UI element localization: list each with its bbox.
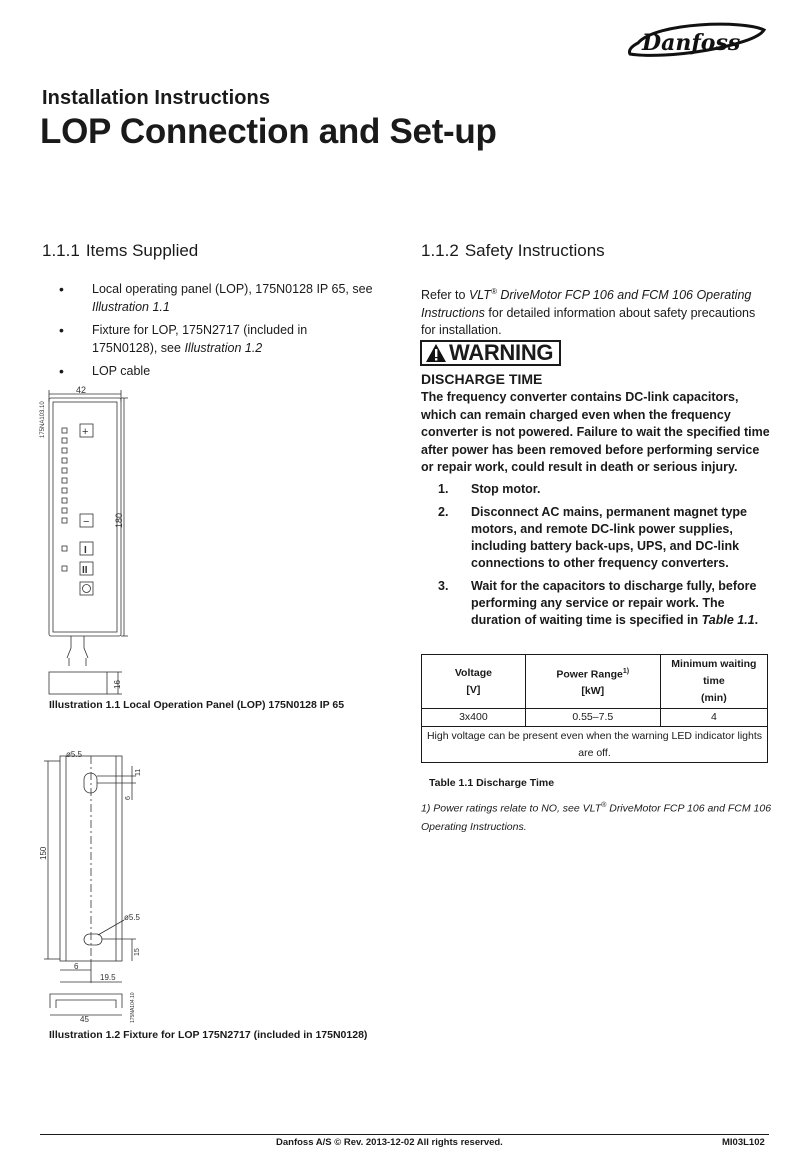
illustration-caption: Illustration 1.1 Local Operation Panel (LOP) 175N0128 IP 65	[49, 699, 345, 711]
list-item: • Local operating panel (LOP), 175N0128 IP 65, see Illustration 1.1	[59, 281, 373, 314]
dim-15: 15	[134, 948, 141, 956]
svg-text:II: II	[82, 565, 88, 576]
section-number: 1.1.2	[421, 241, 459, 260]
discharge-time-table	[421, 654, 768, 763]
refer-paragraph: Refer to VLT® DriveMotor FCP 106 and FCM 106 Operating Instructions for detailed information about safety precautions for installation.	[421, 287, 756, 338]
footer-divider	[40, 1134, 769, 1135]
items-list	[55, 280, 375, 385]
fixture-drawing	[36, 748, 156, 1026]
illustration-caption: Illustration 1.2 Fixture for LOP 175N2717 (included in 175N0128)	[49, 1029, 368, 1041]
logo-text: Danfoss	[642, 30, 741, 56]
table-header: Voltage [V]	[422, 655, 526, 709]
bullet-icon: •	[59, 281, 64, 297]
danfoss-logo	[626, 16, 768, 70]
dim-45: 45	[80, 1015, 89, 1024]
table-caption: Table 1.1 Discharge Time	[429, 777, 555, 789]
table-header: Power Range$^{1)}$ [kW]	[525, 655, 660, 709]
dim-hole-bottom: ø5.5	[124, 913, 141, 922]
section-heading-items-supplied	[42, 241, 198, 261]
dim-19-5: 19.5	[100, 973, 116, 982]
section-number: 1.1.1	[42, 241, 80, 260]
dim-hole-top: ø5.5	[66, 750, 83, 759]
off-key	[80, 582, 93, 595]
table-header: Minimum waiting time (min)	[660, 655, 767, 709]
table-row: 3x400 0.55–7.5 4	[422, 709, 768, 727]
safety-steps	[438, 481, 773, 635]
svg-text:−: −	[83, 516, 90, 528]
dim-6-right: 6	[125, 796, 132, 800]
discharge-heading: DISCHARGE TIME	[421, 371, 543, 387]
dim-11: 11	[135, 768, 142, 776]
table-note: High voltage can be present even when the warning LED indicator lights are off.	[422, 727, 768, 763]
bullet-icon: •	[59, 322, 64, 338]
footer-copyright: Danfoss A/S © Rev. 2013-12-02 All rights reserved.	[276, 1137, 503, 1148]
section-heading-safety	[421, 241, 605, 261]
dim-depth: 16	[113, 680, 122, 689]
footnote: 1) Power ratings relate to NO, see VLT® DriveMotor FCP 106 and FCM 106 Operating Instructions.	[421, 802, 772, 833]
table-row	[422, 727, 768, 763]
drawing-code: 175NA104.10	[130, 992, 136, 1023]
bullet-icon: •	[59, 363, 64, 379]
list-item: • LOP cable	[59, 363, 151, 379]
dim-6-bottom: 6	[74, 962, 79, 971]
list-item: 1. Stop motor.	[438, 482, 541, 496]
warning-text: The frequency converter contains DC-link capacitors, which can remain charged even when the frequency converter is not powered. Failure to wait the specified time after power has been removed before performing service or repair work, could result in death or serious injury.	[421, 390, 770, 474]
list-item: 3. Wait for the capacitors to discharge fully, before performing any service or repair work. The duration of waiting time is specified in Table 1.1.	[438, 579, 759, 627]
svg-text:+: +	[82, 426, 89, 438]
drawing-code: 175NA103.10	[40, 401, 46, 438]
list-item: • Fixture for LOP, 175N2717 (included in 175N0128), see Illustration 1.2	[59, 322, 308, 355]
warning-triangle-icon	[425, 343, 447, 363]
section-title: Items Supplied	[85, 241, 199, 260]
list-item: 2. Disconnect AC mains, permanent magnet type motors, and remote DC-link power supplies, including battery back-ups, UPS, and DC-link connections to other frequency converters.	[438, 505, 747, 570]
dim-height: 180	[114, 512, 124, 528]
warning-label: WARNING	[420, 340, 561, 366]
dim-width: 42	[76, 386, 87, 395]
dim-150: 150	[39, 846, 48, 860]
lop-drawing	[36, 386, 136, 698]
led-indicators	[62, 428, 67, 571]
section-title: Safety Instructions	[464, 241, 605, 260]
page-title: LOP Connection and Set-up	[40, 112, 497, 151]
footer-doc-code: MI03L102	[722, 1137, 765, 1148]
document-type: Installation Instructions	[42, 87, 271, 109]
svg-text:I: I	[84, 545, 87, 556]
